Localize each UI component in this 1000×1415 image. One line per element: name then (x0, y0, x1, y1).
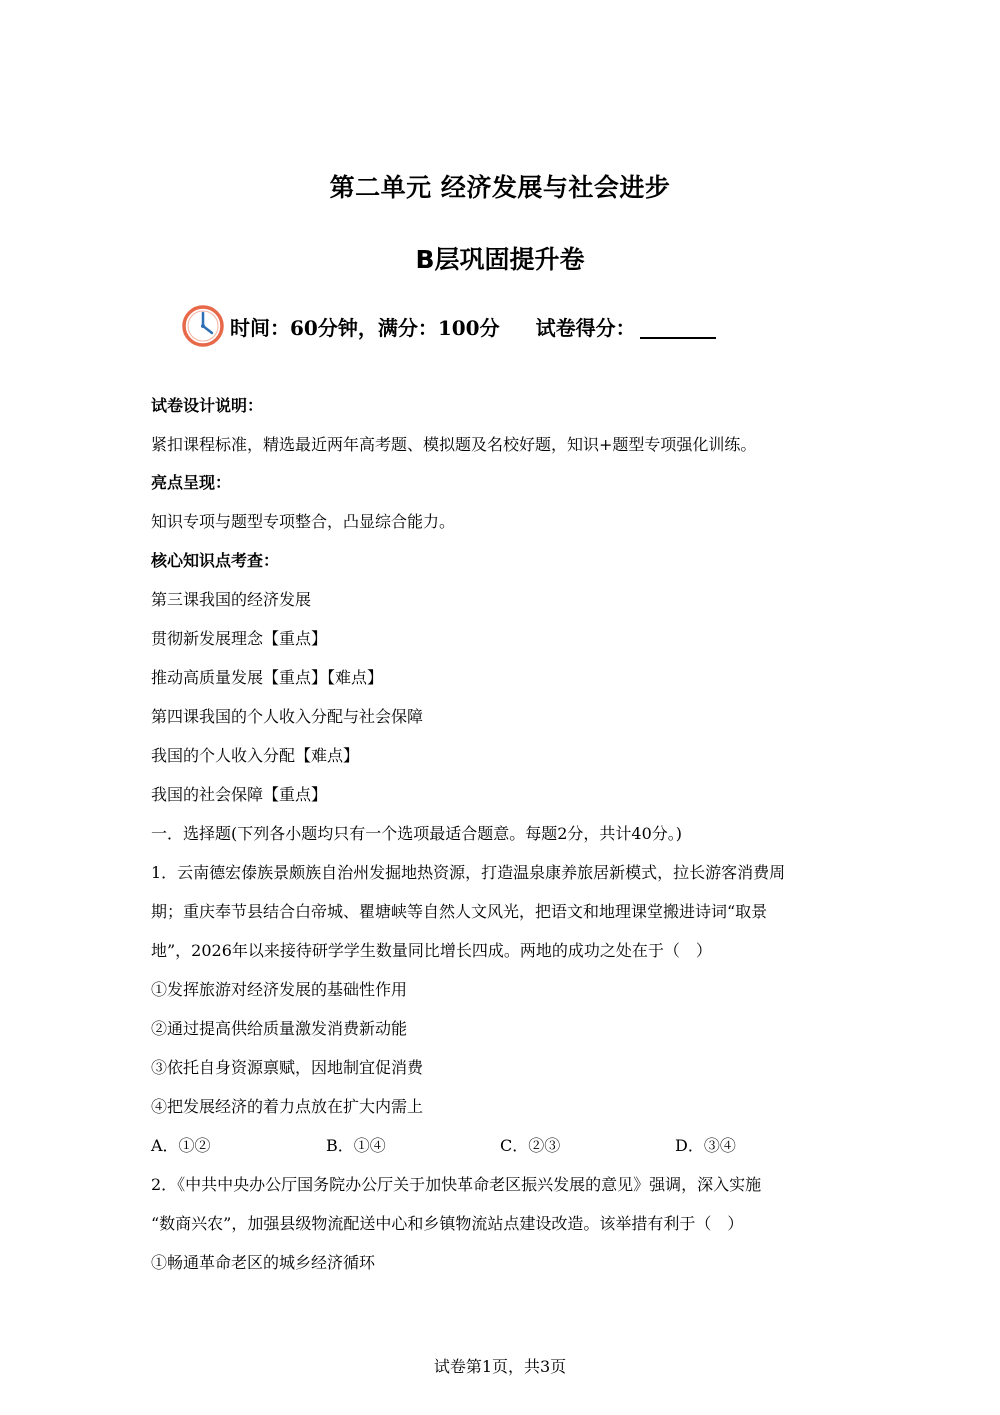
question-1-stem: 1．云南德宏傣族景颇族自治州发掘地热资源，打造温泉康养旅居新模式，拉长游客消费周 (151, 863, 786, 882)
question-1-statement: ②通过提高供给质量激发消费新动能 (151, 1019, 408, 1038)
question-2-stem: 2．《中共中央办公厅国务院办公厅关于加快革命老区振兴发展的意见》强调，深入实施 (151, 1175, 762, 1194)
exam-info-line (180, 303, 780, 349)
question-1-statement: ③依托自身资源禀赋，因地制宜促消费 (151, 1058, 424, 1077)
core-heading: 核心知识点考查： (151, 551, 280, 570)
option-d[interactable]: D．③④ (675, 1136, 736, 1155)
clock-icon (180, 303, 226, 349)
design-heading: 试卷设计说明： (151, 396, 264, 415)
score-label: 试卷得分： (535, 315, 636, 340)
question-1-stem: 地”，2026年以来接待研学学生数量同比增长四成。两地的成功之处在于（ ） (151, 941, 712, 960)
core-item: 推动高质量发展【重点】【难点】 (151, 668, 384, 687)
design-text: 紧扣课程标准，精选最近两年高考题、模拟题及名校好题，知识+题型专项强化训练。 (151, 435, 757, 454)
highlight-text: 知识专项与题型专项整合，凸显综合能力。 (151, 512, 456, 531)
core-item: 我国的个人收入分配【难点】 (151, 746, 360, 765)
core-item: 第三课我国的经济发展 (151, 590, 312, 609)
question-2-stem: “数商兴农”，加强县级物流配送中心和乡镇物流站点建设改造。该举措有利于（ ） (151, 1214, 744, 1233)
time-info: 时间：60分钟，满分：100分 (230, 315, 500, 340)
score-blank[interactable] (640, 313, 716, 339)
unit-title: 第二单元 经济发展与社会进步 (329, 173, 671, 202)
option-a[interactable]: A．①② (151, 1136, 211, 1155)
core-item: 第四课我国的个人收入分配与社会保障 (151, 707, 424, 726)
option-b[interactable]: B．①④ (326, 1136, 386, 1155)
question-1-stem: 期；重庆奉节县结合白帝城、瞿塘峡等自然人文风光，把语文和地理课堂搬进诗词“取景 (151, 902, 768, 921)
question-1-statement: ①发挥旅游对经济发展的基础性作用 (151, 980, 408, 999)
question-1-options (151, 1136, 851, 1156)
page-footer: 试卷第1页，共3页 (433, 1357, 567, 1376)
core-item: 我国的社会保障【重点】 (151, 785, 328, 804)
question-1-statement: ④把发展经济的着力点放在扩大内需上 (151, 1097, 424, 1116)
section-heading: 一．选择题(下列各小题均只有一个选项最适合题意。每题2分，共计40分。) (151, 824, 683, 843)
core-item: 贯彻新发展理念【重点】 (151, 629, 328, 648)
sub-title: B层巩固提升卷 (415, 245, 585, 274)
highlight-heading: 亮点呈现： (151, 473, 232, 492)
option-c[interactable]: C．②③ (500, 1136, 561, 1155)
question-2-statement: ①畅通革命老区的城乡经济循环 (151, 1253, 376, 1272)
